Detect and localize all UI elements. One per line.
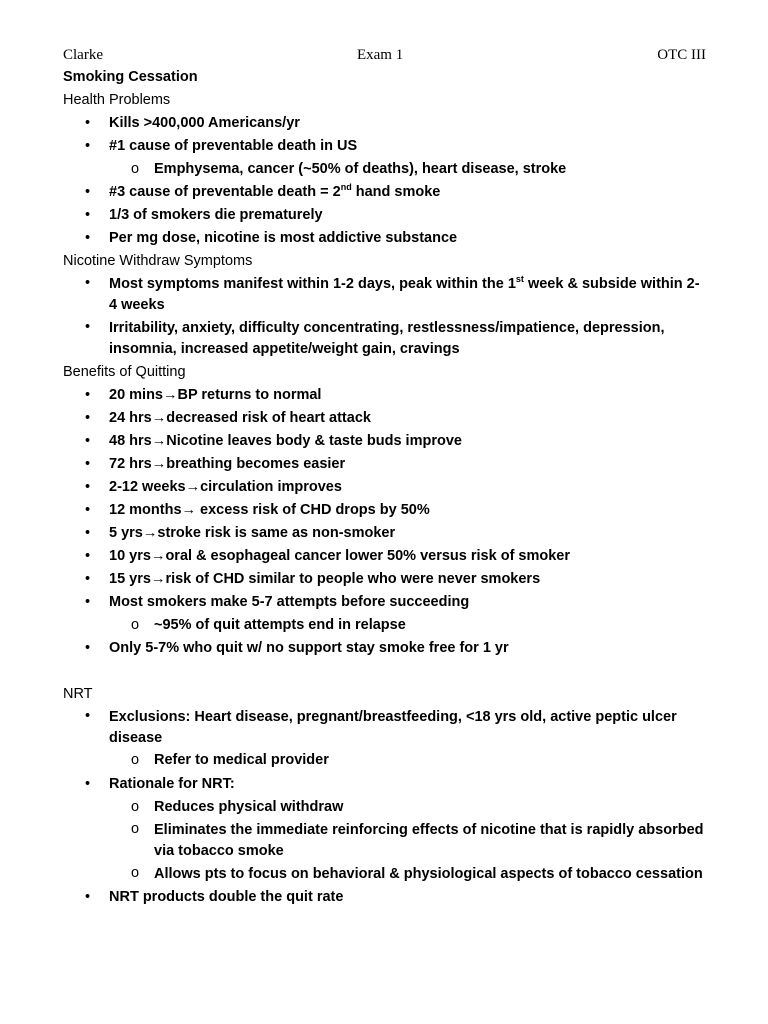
header-exam: Exam 1 xyxy=(356,47,404,63)
header-author: Clarke xyxy=(63,47,103,63)
sub-list xyxy=(109,749,706,772)
sub-list-item: o Reduces physical withdraw xyxy=(63,796,706,819)
section-heading-withdraw-symptoms: Nicotine Withdraw Symptoms xyxy=(63,253,253,269)
arrow-icon: → xyxy=(181,502,197,518)
list-item: • #3 cause of preventable death = 2nd hand smoke xyxy=(63,181,706,204)
page-header xyxy=(63,44,706,66)
blank-line xyxy=(63,660,706,683)
withdraw-symptoms-list xyxy=(63,273,706,361)
sub-list-item: o ~95% of quit attempts end in relapse xyxy=(63,614,706,637)
list-item: • Most smokers make 5-7 attempts before succeeding o ~95% of quit attempts end in relapse xyxy=(63,591,706,637)
section-heading-health-problems: Health Problems xyxy=(63,92,171,108)
list-item: • Rationale for NRT: o Reduces physical withdraw o Eliminates the immediate reinforcing effects of nicotine that is rapidly absorbed via tobacco smoke o Allows pts to focus on behavioral & physiological aspects of tobacco cessation xyxy=(63,773,706,886)
sub-list-item: o Eliminates the immediate reinforcing effects of nicotine that is rapidly absorbed via tobacco smoke xyxy=(63,819,706,863)
list-item: • 2-12 weeks→circulation improves xyxy=(63,476,706,499)
arrow-icon: → xyxy=(150,571,166,587)
arrow-icon: → xyxy=(163,387,178,403)
list-item: • Only 5-7% who quit w/ no support stay smoke free for 1 yr xyxy=(63,637,706,660)
list-item: • Kills >400,000 Americans/yr xyxy=(63,112,706,135)
sub-list xyxy=(109,158,706,181)
arrow-icon: → xyxy=(151,410,167,426)
list-item: • 12 months→ excess risk of CHD drops by 50% xyxy=(63,499,706,522)
list-item: • 24 hrs→decreased risk of heart attack xyxy=(63,407,706,430)
section-heading-benefits: Benefits of Quitting xyxy=(63,364,186,380)
list-item: • 5 yrs→stroke risk is same as non-smoker xyxy=(63,522,706,545)
list-item: • Most symptoms manifest within 1-2 days, peak within the 1st week & subside within 2-4 weeks xyxy=(63,273,706,317)
health-problems-list xyxy=(63,112,706,250)
section-heading-nrt: NRT xyxy=(63,686,93,702)
list-item: • Per mg dose, nicotine is most addictive substance xyxy=(63,227,706,250)
arrow-icon: → xyxy=(185,479,201,495)
arrow-icon: → xyxy=(151,456,167,472)
sub-list-item: o Refer to medical provider xyxy=(63,749,706,772)
document-title: Smoking Cessation xyxy=(63,69,198,85)
arrow-icon: → xyxy=(142,525,158,541)
sub-list xyxy=(109,614,706,637)
list-item: • 48 hrs→Nicotine leaves body & taste buds improve xyxy=(63,430,706,453)
nrt-list xyxy=(63,706,706,909)
sub-list-item: o Allows pts to focus on behavioral & physiological aspects of tobacco cessation xyxy=(63,863,706,886)
list-item: • 15 yrs→risk of CHD similar to people who were never smokers xyxy=(63,568,706,591)
list-item: • 72 hrs→breathing becomes easier xyxy=(63,453,706,476)
sub-list-item: o Emphysema, cancer (~50% of deaths), heart disease, stroke xyxy=(63,158,706,181)
header-course: OTC III xyxy=(657,47,706,63)
list-item: • 10 yrs→oral & esophageal cancer lower 50% versus risk of smoker xyxy=(63,545,706,568)
list-item: • 1/3 of smokers die prematurely xyxy=(63,204,706,227)
arrow-icon: → xyxy=(151,433,167,449)
list-item: • Exclusions: Heart disease, pregnant/breastfeeding, <18 yrs old, active peptic ulcer disease o Refer to medical provider xyxy=(63,706,706,773)
list-item: • NRT products double the quit rate xyxy=(63,886,706,909)
sub-list xyxy=(109,796,706,886)
list-item: • Irritability, anxiety, difficulty concentrating, restlessness/impatience, depression, insomnia, increased appetite/weight gain, cravings xyxy=(63,317,706,361)
list-item: • 20 mins→BP returns to normal xyxy=(63,384,706,407)
document-page xyxy=(63,44,706,909)
benefits-list xyxy=(63,384,706,660)
arrow-icon: → xyxy=(150,548,166,564)
list-item: • #1 cause of preventable death in US o Emphysema, cancer (~50% of deaths), heart disease, stroke xyxy=(63,135,706,181)
